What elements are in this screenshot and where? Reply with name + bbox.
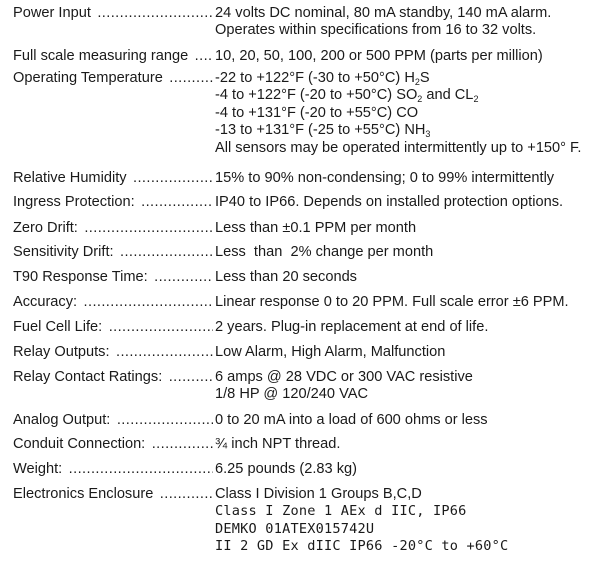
spec-value: 10, 20, 50, 100, 200 or 500 PPM (parts per million)	[215, 48, 543, 64]
spec-label: Full scale measuring range .....	[13, 48, 213, 65]
spec-value: IP40 to IP66. Depends on installed protection options.	[215, 194, 564, 210]
spec-label: Accuracy: .....	[13, 294, 213, 311]
spec-label: Fuel Cell Life: .....	[13, 319, 213, 336]
spec-label: Sensitivity Drift: .....	[13, 244, 213, 261]
spec-value: Class I Division 1 Groups B,C,D Class I Zone 1 AEx d IIC, IP66 DEMKO 01ATEX015742U II 2 GD Ex dIIC IP66 -20°C to +60°C	[215, 486, 509, 555]
spec-label: Weight: .....	[13, 461, 213, 478]
spec-value: 24 volts DC nominal, 80 mA standby, 140 mA alarm. Operates within specifications from 16 to 32 volts.	[215, 5, 552, 39]
spec-value: Less than 20 seconds	[215, 269, 357, 285]
spec-label: Ingress Protection: .....	[13, 194, 213, 211]
spec-label: Operating Temperature .....	[13, 70, 213, 87]
spec-value: 6 amps @ 28 VDC or 300 VAC resistive 1/8 HP @ 120/240 VAC	[215, 369, 473, 403]
spec-value: ¾ inch NPT thread.	[215, 436, 341, 452]
spec-value: Less than ±0.1 PPM per month	[215, 220, 417, 236]
spec-label: Analog Output: .....	[13, 412, 213, 429]
spec-value: 6.25 pounds (2.83 kg)	[215, 461, 357, 477]
spec-label: Relative Humidity .....	[13, 170, 213, 187]
spec-label: T90 Response Time: .....	[13, 269, 213, 286]
spec-value: 15% to 90% non-condensing; 0 to 99% intermittently	[215, 170, 555, 186]
spec-label: Conduit Connection: .....	[13, 436, 213, 453]
spec-label: Power Input .....	[13, 5, 213, 22]
spec-value: Linear response 0 to 20 PPM. Full scale error ±6 PPM.	[215, 294, 569, 310]
spec-label: Relay Outputs: .....	[13, 344, 213, 361]
spec-value: Less than 2% change per month	[215, 244, 434, 260]
spec-label: Electronics Enclosure .....	[13, 486, 213, 503]
spec-value: -22 to +122°F (-30 to +50°C) $H_2S$ -4 to +122°F (-20 to +50°C) $SO_2$ and $CL_2$ -4 to +131°F (-20 to +55°C) CO -13 to +131°F (-25 to +55°C) $NH_3$ All sensors may be operated intermittently up to +150° F.	[215, 70, 582, 156]
spec-value: Low Alarm, High Alarm, Malfunction	[215, 344, 446, 360]
spec-value: 0 to 20 mA into a load of 600 ohms or less	[215, 412, 488, 428]
spec-label: Zero Drift: .....	[13, 220, 213, 237]
spec-value: 2 years. Plug-in replacement at end of life.	[215, 319, 489, 335]
spec-label: Relay Contact Ratings: .....	[13, 369, 213, 386]
